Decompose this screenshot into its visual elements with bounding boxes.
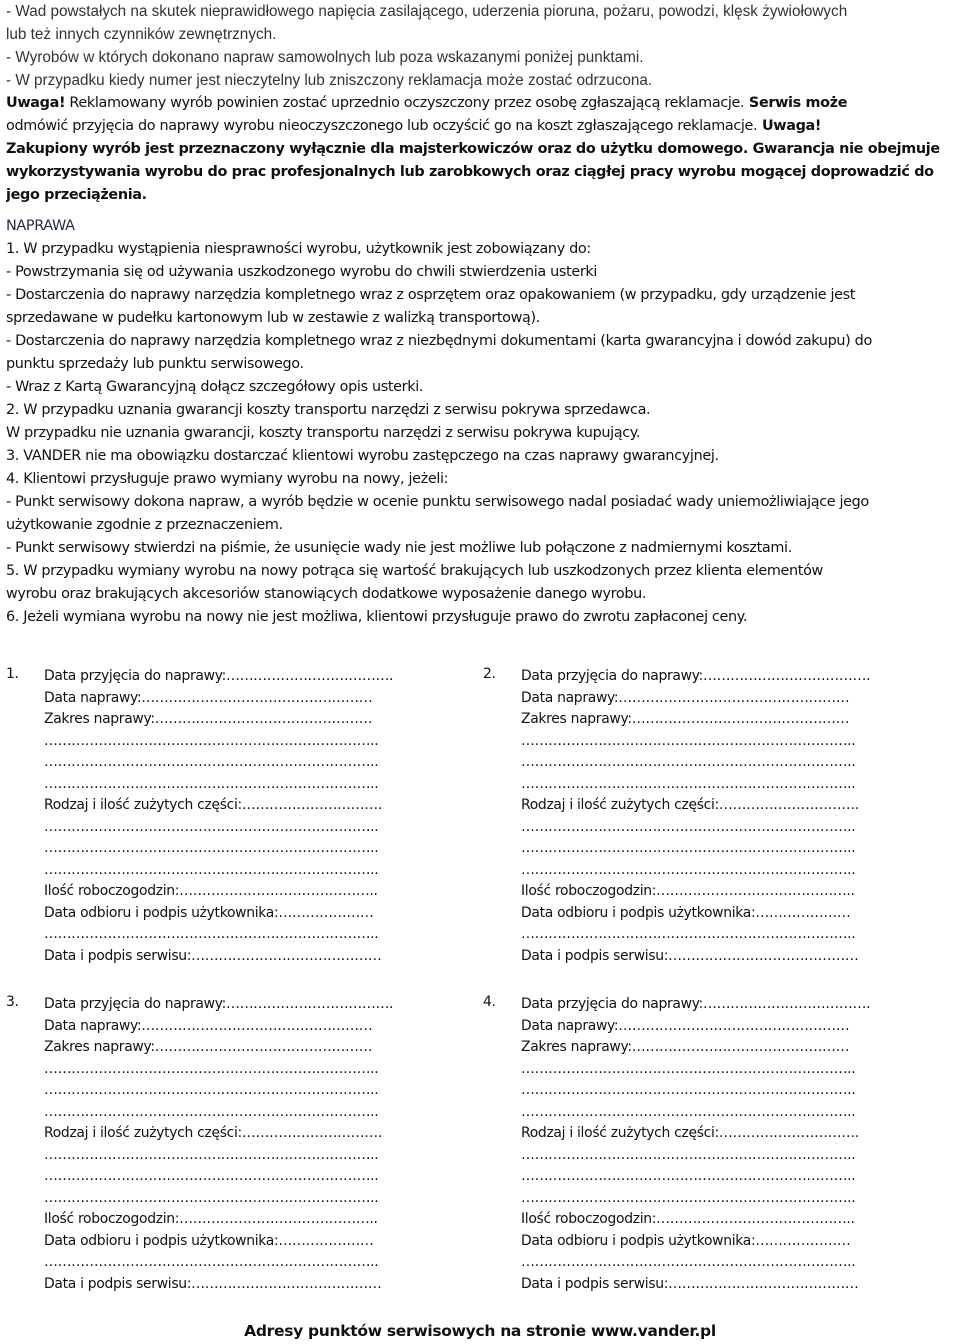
- form-blank-line[interactable]: ………………………………………………………………..: [521, 818, 856, 835]
- form-blank-line[interactable]: ………………………………………………………………..: [521, 840, 856, 856]
- form-field[interactable]: Rodzaj i ilość zużytych części:………………………….: [521, 797, 859, 813]
- form-blank-line[interactable]: ………………………………………………………………..: [521, 732, 856, 749]
- cleaning-text-bold: Serwis może: [744, 95, 848, 111]
- repair-line: 6. Jeżeli wymiana wyrobu na nowy nie jest możliwa, klientowi przysługuje prawo do zwrotu zapłaconej ceny.: [6, 609, 748, 625]
- form-field[interactable]: Data przyjęcia do naprawy:……………………………….: [44, 668, 394, 684]
- form-field[interactable]: Data naprawy:……………………………………………: [44, 689, 373, 706]
- usage-notice: Zakupiony wyrób jest przeznaczony wyłącznie dla majsterkowiczów oraz do użytku domowego.: [6, 141, 748, 157]
- form-number: 3.: [6, 994, 19, 1010]
- repair-line: 2. W przypadku uznania gwarancji koszty transportu narzędzi z serwisu pokrywa sprzedawca.: [6, 402, 651, 418]
- form-field[interactable]: Data przyjęcia do naprawy:……………………………….: [521, 996, 871, 1012]
- repair-line: 3. VANDER nie ma obowiązku dostarczać klientowi wyrobu zastępczego na czas naprawy gwarancyjnej.: [6, 448, 719, 464]
- cleaning-text: odmówić przyjęcia do naprawy wyrobu nieoczyszczonego lub oczyścić go na koszt zgłaszającego reklamacje.: [6, 118, 758, 134]
- cleaning-notice: [6, 92, 956, 207]
- form-blank-line[interactable]: ………………………………………………………………..: [521, 1146, 856, 1163]
- form-blank-line[interactable]: ………………………………………………………………..: [44, 926, 379, 942]
- form-blank-line[interactable]: ………………………………………………………………..: [44, 1060, 379, 1077]
- form-field[interactable]: Data odbioru i podpis użytkownika:…………………: [44, 1232, 374, 1249]
- form-field[interactable]: Data i podpis serwisu:……………………………………: [521, 1275, 859, 1292]
- form-field[interactable]: Rodzaj i ilość zużytych części:………………………….: [44, 1125, 382, 1141]
- form-blank-line[interactable]: ………………………………………………………………..: [521, 754, 856, 770]
- cleaning-text: Reklamowany wyrób powinien zostać uprzednio oczyszczony przez osobę zgłaszającą reklamacje.: [65, 95, 745, 111]
- form-field[interactable]: Ilość roboczogodzin:……………………………………..: [521, 1211, 855, 1227]
- repair-line: punktu sprzedaży lub punktu serwisowego.: [6, 356, 304, 372]
- form-field[interactable]: Zakres naprawy:…………………………………………: [521, 711, 850, 727]
- repair-line: użytkowanie zgodnie z przeznaczeniem.: [6, 517, 283, 533]
- form-number: 4.: [483, 994, 496, 1010]
- usage-notice: Gwarancja nie obejmuje: [747, 141, 940, 157]
- form-number: 1.: [6, 666, 19, 682]
- form-blank-line[interactable]: ………………………………………………………………..: [44, 1103, 379, 1120]
- form-blank-line[interactable]: ………………………………………………………………..: [521, 1082, 856, 1098]
- uwaga-label: Uwaga!: [757, 118, 822, 134]
- form-field[interactable]: Ilość roboczogodzin:……………………………………..: [44, 1211, 378, 1227]
- form-blank-line[interactable]: ………………………………………………………………..: [521, 926, 856, 942]
- form-field[interactable]: Ilość roboczogodzin:……………………………………..: [44, 883, 378, 899]
- form-field[interactable]: Data naprawy:……………………………………………: [521, 689, 850, 706]
- repair-line: - Dostarczenia do naprawy narzędzia kompletnego wraz z osprzętem oraz opakowaniem (w przypadku, gdy urządzenie jest: [6, 287, 856, 303]
- repair-line: - Punkt serwisowy stwierdzi na piśmie, że usunięcie wady nie jest możliwe lub połączone z nadmiernymi kosztami.: [6, 540, 792, 556]
- warranty-document: [6, 0, 956, 629]
- form-blank-line[interactable]: ………………………………………………………………..: [44, 818, 379, 835]
- repair-line: - Powstrzymania się od używania uszkodzonego wyrobu do chwili stwierdzenia usterki: [6, 264, 598, 280]
- form-field[interactable]: Rodzaj i ilość zużytych części:………………………….: [521, 1125, 859, 1141]
- form-blank-line[interactable]: ………………………………………………………………..: [521, 1254, 856, 1270]
- exclusion-line: - W przypadku kiedy numer jest nieczytelny lub zniszczony reklamacja może zostać odrzucona.: [6, 72, 653, 89]
- form-field[interactable]: Rodzaj i ilość zużytych części:………………………….: [44, 797, 382, 813]
- form-blank-line[interactable]: ………………………………………………………………..: [44, 1168, 379, 1184]
- repair-line: W przypadku nie uznania gwarancji, koszty transportu narzędzi z serwisu pokrywa kupujący.: [6, 425, 641, 441]
- exclusions-list: [6, 0, 956, 92]
- form-blank-line[interactable]: ………………………………………………………………..: [521, 775, 856, 792]
- form-field[interactable]: Zakres naprawy:…………………………………………: [44, 1039, 373, 1055]
- form-blank-line[interactable]: ………………………………………………………………..: [44, 1146, 379, 1163]
- section-heading: NAPRAWA: [6, 218, 75, 234]
- repair-line: - Punkt serwisowy dokona napraw, a wyrób będzie w ocenie punktu serwisowego nadal posiadać wady uniemożliwiające jego: [6, 494, 869, 510]
- repair-line: 1. W przypadku wystąpienia niesprawności wyrobu, użytkownik jest zobowiązany do:: [6, 241, 591, 257]
- form-blank-line[interactable]: ………………………………………………………………..: [44, 732, 379, 749]
- form-blank-line[interactable]: ………………………………………………………………..: [44, 1254, 379, 1270]
- form-blank-line[interactable]: ………………………………………………………………..: [521, 1103, 856, 1120]
- repair-section: [6, 215, 956, 629]
- repair-line: wyrobu oraz brakujących akcesoriów stanowiących dodatkowe wyposażenie danego wyrobu.: [6, 586, 647, 602]
- repair-line: sprzedawane w pudełku kartonowym lub w zestawie z walizką transportową).: [6, 310, 540, 326]
- repair-line: 5. W przypadku wymiany wyrobu na nowy potrąca się wartość brakujących lub uszkodzonych przez klienta elementów: [6, 563, 823, 579]
- exclusion-line: - Wad powstałych na skutek nieprawidłowego napięcia zasilającego, uderzenia pioruna, pożaru, powodzi, klęsk żywiołowych: [6, 3, 848, 20]
- form-field[interactable]: Data przyjęcia do naprawy:……………………………….: [521, 668, 871, 684]
- form-field[interactable]: Data i podpis serwisu:……………………………………: [44, 947, 382, 964]
- form-number: 2.: [483, 666, 496, 682]
- uwaga-label: Uwaga!: [6, 95, 66, 111]
- form-blank-line[interactable]: ………………………………………………………………..: [521, 1168, 856, 1184]
- form-blank-line[interactable]: ………………………………………………………………..: [44, 754, 379, 770]
- form-field[interactable]: Data i podpis serwisu:……………………………………: [521, 947, 859, 964]
- form-blank-line[interactable]: ………………………………………………………………..: [521, 861, 856, 878]
- repair-lines: [6, 238, 956, 629]
- form-field[interactable]: Ilość roboczogodzin:……………………………………..: [521, 883, 855, 899]
- form-field[interactable]: Data naprawy:……………………………………………: [521, 1017, 850, 1034]
- usage-notice: wykorzystywania wyrobu do prac profesjonalnych lub zarobkowych oraz ciągłej pracy wyrobu mogącej doprowadzić do: [6, 164, 934, 180]
- form-blank-line[interactable]: ………………………………………………………………..: [44, 1082, 379, 1098]
- form-blank-line[interactable]: ………………………………………………………………..: [44, 861, 379, 878]
- form-blank-line[interactable]: ………………………………………………………………..: [44, 840, 379, 856]
- form-field[interactable]: Data naprawy:……………………………………………: [44, 1017, 373, 1034]
- form-field[interactable]: Data odbioru i podpis użytkownika:…………………: [521, 1232, 851, 1249]
- exclusion-line: lub też innych czynników zewnętrznych.: [6, 26, 277, 43]
- repair-line: - Dostarczenia do naprawy narzędzia kompletnego wraz z niezbędnymi dokumentami (karta gwarancyjna i dowód zakupu) do: [6, 333, 872, 349]
- form-blank-line[interactable]: ………………………………………………………………..: [521, 1189, 856, 1206]
- form-field[interactable]: Data przyjęcia do naprawy:……………………………….: [44, 996, 394, 1012]
- exclusion-line: - Wyrobów w których dokonano napraw samowolnych lub poza wskazanymi poniżej punktami.: [6, 49, 644, 66]
- repair-line: 4. Klientowi przysługuje prawo wymiany wyrobu na nowy, jeżeli:: [6, 471, 449, 487]
- repair-line: - Wraz z Kartą Gwarancyjną dołącz szczegółowy opis usterki.: [6, 379, 424, 395]
- service-points-footer: Adresy punktów serwisowych na stronie www.vander.pl: [244, 1322, 716, 1340]
- usage-notice: jego przeciążenia.: [6, 187, 147, 203]
- form-field[interactable]: Data odbioru i podpis użytkownika:…………………: [521, 904, 851, 921]
- form-blank-line[interactable]: ………………………………………………………………..: [44, 1189, 379, 1206]
- form-field[interactable]: Data i podpis serwisu:……………………………………: [44, 1275, 382, 1292]
- form-blank-line[interactable]: ………………………………………………………………..: [521, 1060, 856, 1077]
- form-field[interactable]: Data odbioru i podpis użytkownika:…………………: [44, 904, 374, 921]
- form-field[interactable]: Zakres naprawy:…………………………………………: [521, 1039, 850, 1055]
- form-field[interactable]: Zakres naprawy:…………………………………………: [44, 711, 373, 727]
- form-blank-line[interactable]: ………………………………………………………………..: [44, 775, 379, 792]
